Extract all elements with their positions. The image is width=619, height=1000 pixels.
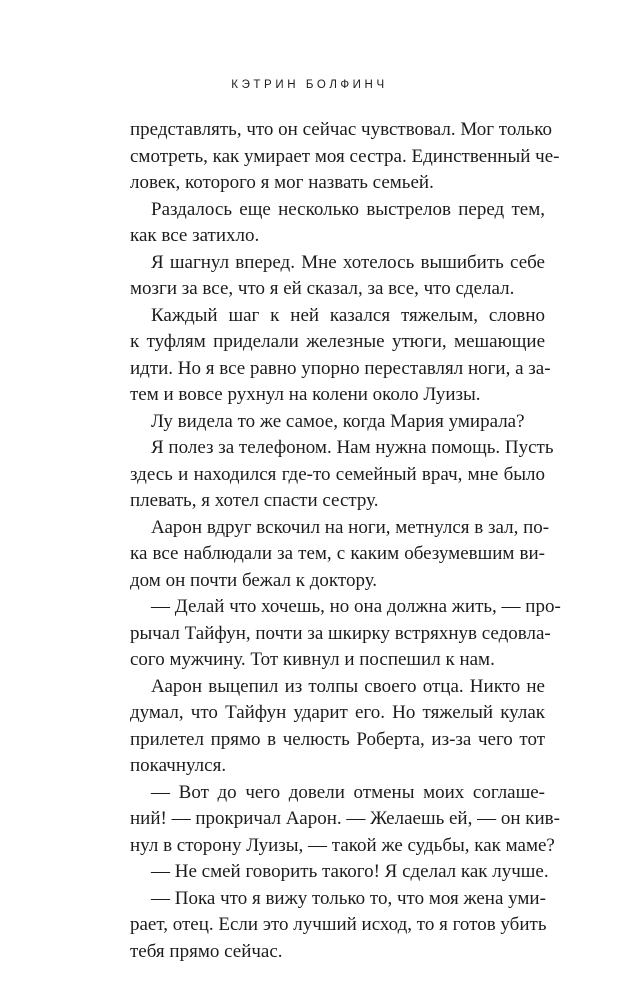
text-line: смотреть, как умирает моя сестра. Единственный че- [130, 145, 560, 167]
text-line: плевать, я хотел спасти сестру. [130, 490, 379, 511]
text-line: — Не смей говорить такого! Я сделал как лучше. [151, 861, 549, 882]
text-line: тем и вовсе рухнул на колени около Луизы. [130, 384, 481, 405]
text-line: сого мужчину. Тот кивнул и поспешил к нам. [130, 649, 495, 670]
body-text [130, 117, 561, 965]
text-line: дом он почти бежал к доктору. [130, 569, 378, 591]
text-line: Аарон вдруг вскочил на ноги, метнулся в зал, по- [151, 516, 550, 538]
text-line: Лу видела то же самое, когда Мария умирала? [151, 410, 525, 432]
text-line: прилетел прямо в челюсть Роберта, из-за чего тот [130, 728, 545, 750]
text-line: Я полез за телефоном. Нам нужна помощь. Пусть [151, 437, 554, 458]
text-line: — Делай что хочешь, но она должна жить, — про- [151, 596, 561, 617]
text-line: как все затихло. [130, 225, 260, 246]
text-line: нул в сторону Луизы, — такой же судьбы, как маме? [130, 834, 555, 856]
text-line: здесь и находился где-то семейный врач, мне было [130, 463, 545, 485]
text-line: тебя прямо сейчас. [130, 940, 283, 962]
text-line: Каждый шаг к ней казался тяжелым, словно [151, 304, 545, 326]
text-line: ловек, которого я мог назвать семьей. [130, 172, 434, 193]
text-line: Аарон выцепил из толпы своего отца. Никто не [151, 675, 545, 697]
text-line: ний! — прокричал Аарон. — Желаешь ей, — он кив- [130, 808, 560, 829]
text-line: покачнулся. [130, 755, 227, 776]
text-line: думал, что Тайфун ударит его. Но тяжелый кулак [130, 702, 545, 723]
text-line: мозги за все, что я ей сказал, за все, что сделал. [130, 278, 515, 299]
text-line: Я шагнул вперед. Мне хотелось вышибить себе [151, 251, 545, 273]
text-line: к туфлям приделали железные утюги, мешающие [130, 331, 545, 352]
text-line: — Вот до чего довели отмены моих соглаше- [151, 781, 545, 803]
text-line: ка все наблюдали за тем, с каким обезумевшим ви- [130, 543, 545, 564]
text-line: рает, отец. Если это лучший исход, то я готов убить [130, 914, 547, 935]
text-line: рычал Тайфун, почти за шкирку встряхнув седовла- [130, 622, 551, 644]
running-head: КЭТРИН БОЛФИНЧ [231, 79, 388, 91]
text-line: представлять, что он сейчас чувствовал. Мог только [130, 119, 553, 140]
text-line: идти. Но я все равно упорно переставлял ноги, а за- [130, 357, 551, 379]
text-line: Раздалось еще несколько выстрелов перед тем, [151, 198, 545, 220]
text-line: — Пока что я вижу только то, что моя жена уми- [151, 887, 546, 909]
